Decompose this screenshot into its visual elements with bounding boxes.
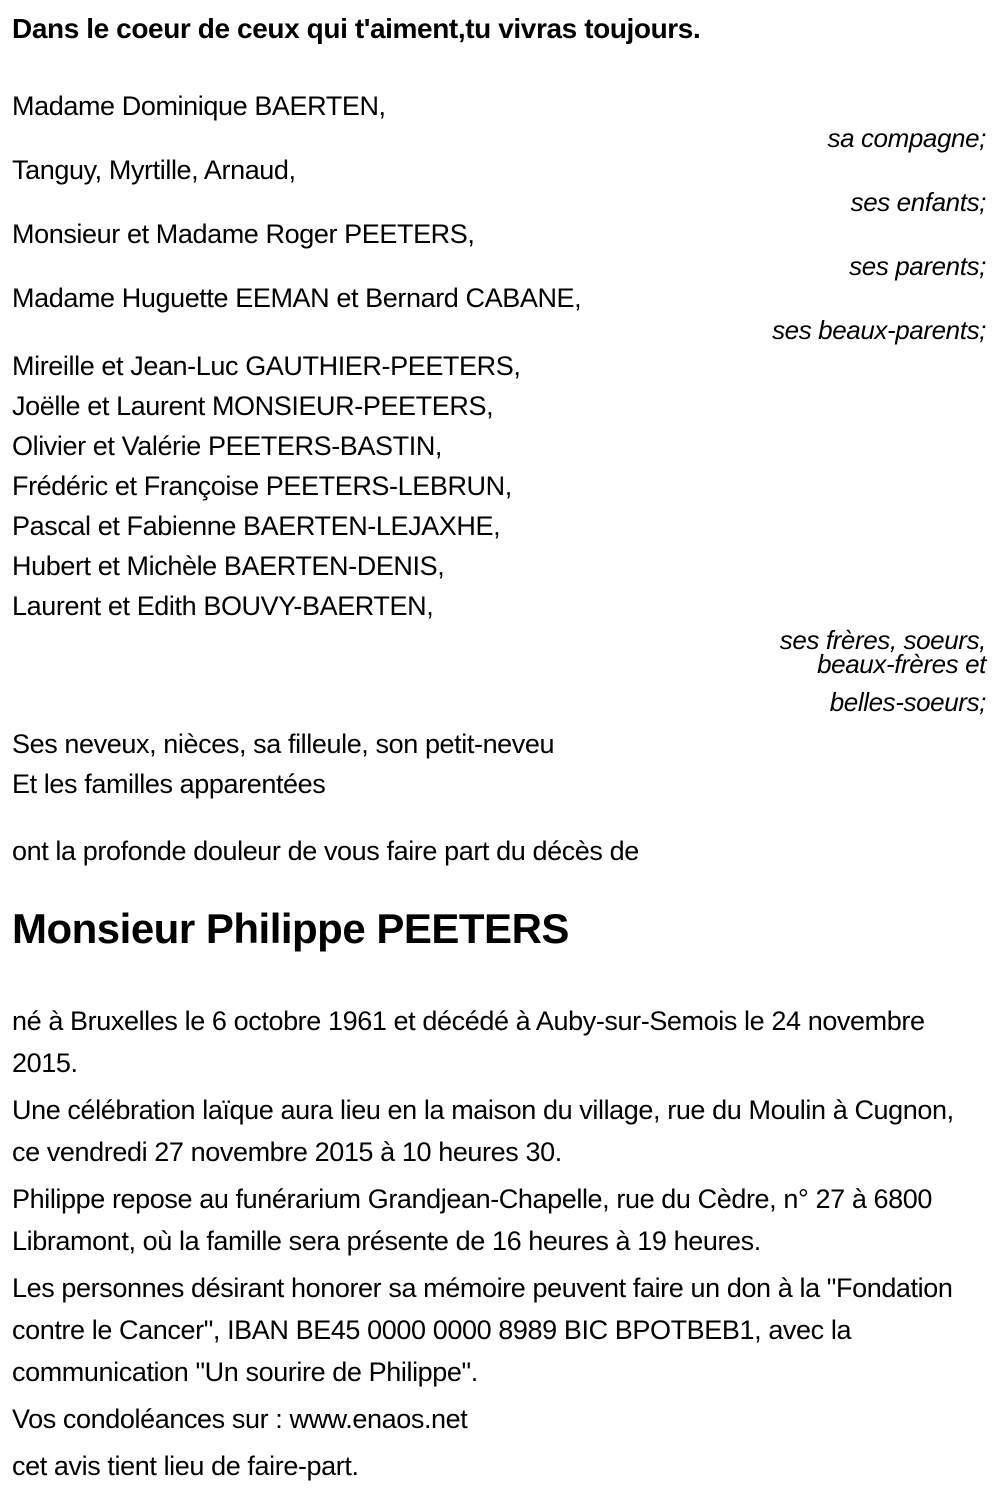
mourner-name: Laurent et Edith BOUVY-BAERTEN, xyxy=(12,591,434,621)
mourner-entry-companion xyxy=(12,90,986,154)
paragraph-ceremony: Une célébration laïque aura lieu en la maison du village, rue du Moulin à Cugnon, ce vendredi 27 novembre 2015 à 10 heures 30. xyxy=(12,1095,954,1167)
mourner-entry-parents xyxy=(12,218,986,282)
mourner-relation: ses enfants; xyxy=(850,187,986,217)
paragraph-donation: Les personnes désirant honorer sa mémoire peuvent faire un don à la "Fondation contre le Cancer", IBAN BE45 0000 0000 8989 BIC BPOTBEB1, avec la communication "Un sourire de Philippe". xyxy=(12,1273,953,1387)
deceased-name: Monsieur Philippe PEETERS xyxy=(12,905,569,952)
mourner-name: Olivier et Valérie PEETERS-BASTIN, xyxy=(12,431,443,461)
mourner-name: Madame Huguette EEMAN et Bernard CABANE, xyxy=(12,283,582,313)
paragraph-funerarium: Philippe repose au funérarium Grandjean-Chapelle, rue du Cèdre, n° 27 à 6800 Libramont, où la famille sera présente de 16 heures à 19 heures. xyxy=(12,1184,933,1256)
mourner-entry-children xyxy=(12,154,986,218)
mourner-relation: ses beaux-parents; xyxy=(772,315,986,345)
mourner-name: Frédéric et Françoise PEETERS-LEBRUN, xyxy=(12,471,512,501)
paragraph-birth-death: né à Bruxelles le 6 octobre 1961 et décédé à Auby-sur-Semois le 24 novembre 2015. xyxy=(12,1006,925,1078)
mourner-name: Hubert et Michèle BAERTEN-DENIS, xyxy=(12,551,445,581)
extended-family-line: Ses neveux, nièces, sa filleule, son petit-neveu xyxy=(12,729,555,759)
mourner-entry-parents-in-law xyxy=(12,282,986,346)
mourner-relation: belles-soeurs; xyxy=(829,687,986,717)
paragraph-condolences: Vos condoléances sur : www.enaos.net xyxy=(12,1404,468,1434)
mourner-relation: sa compagne; xyxy=(827,123,986,153)
mourner-relation: beaux-frères et xyxy=(817,649,986,679)
extended-family-line: Et les familles apparentées xyxy=(12,769,326,799)
mourner-name: Mireille et Jean-Luc GAUTHIER-PEETERS, xyxy=(12,351,521,381)
extended-family-block xyxy=(12,724,986,804)
mourner-name: Monsieur et Madame Roger PEETERS, xyxy=(12,219,475,249)
epigraph: Dans le coeur de ceux qui t'aiment,tu vivras toujours. xyxy=(12,13,701,44)
paragraph-notice: cet avis tient lieu de faire-part. xyxy=(12,1451,359,1481)
notice-body xyxy=(12,1000,986,1487)
mourner-relation: ses parents; xyxy=(849,251,986,281)
mourner-relation-block xyxy=(12,625,986,717)
announcement-line: ont la profonde douleur de vous faire part du décès de xyxy=(12,836,639,866)
mourner-name: Pascal et Fabienne BAERTEN-LEJAXHE, xyxy=(12,511,501,541)
mourner-entry-siblings xyxy=(12,346,986,716)
mourner-name: Joëlle et Laurent MONSIEUR-PEETERS, xyxy=(12,391,494,421)
mourner-name: Tanguy, Myrtille, Arnaud, xyxy=(12,155,296,185)
mourner-relation: ses frères, soeurs, xyxy=(779,625,986,655)
mourner-name: Madame Dominique BAERTEN, xyxy=(12,91,386,121)
